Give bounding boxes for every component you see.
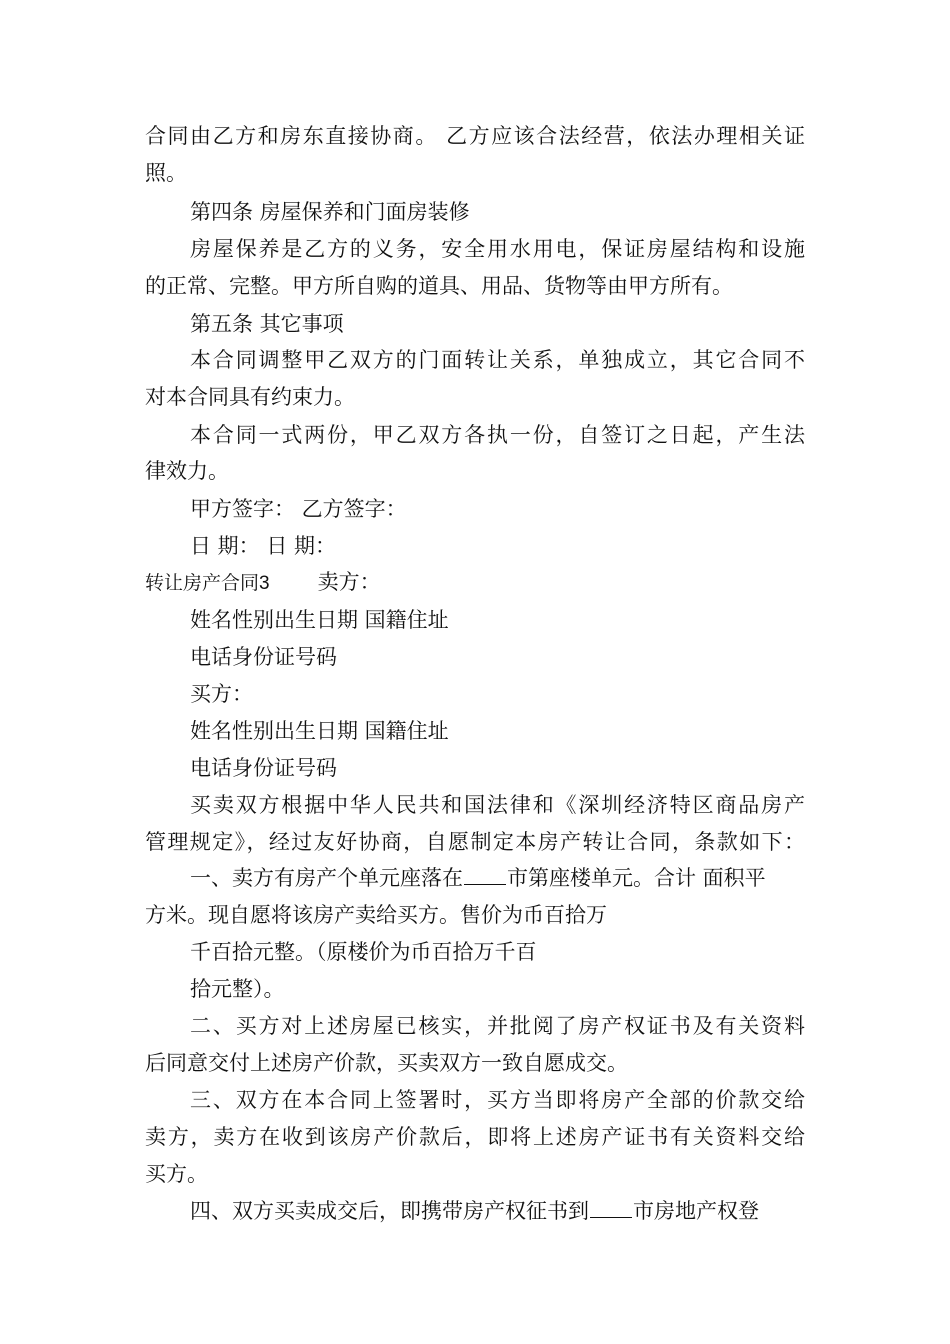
fill-blank xyxy=(464,866,506,885)
paragraph-line: 卖方，卖方在收到该房产价款后，即将上述房产证书有关资料交给 xyxy=(145,1125,805,1149)
paragraph-line: 买卖双方根据中华人民共和国法律和《深圳经济特区商品房产 xyxy=(190,793,805,817)
signature-line: 甲方签字： 乙方签字： xyxy=(190,497,407,521)
paragraph-line: 后同意交付上述房产价款，买卖双方一致自愿成交。 xyxy=(145,1051,628,1075)
buyer-fields: 姓名性别出生日期 国籍住址 xyxy=(190,719,449,743)
paragraph-line: 买方。 xyxy=(145,1162,208,1186)
paragraph-line: 管理规定》，经过友好协商，自愿制定本房产转让合同，条款如下： xyxy=(145,830,805,854)
seller-fields: 姓名性别出生日期 国籍住址 xyxy=(190,608,449,632)
paragraph-line: 律效力。 xyxy=(145,459,229,483)
clause-text: 市房地产权登 xyxy=(633,1199,759,1223)
buyer-fields: 电话身份证号码 xyxy=(190,756,337,780)
paragraph-line: 合同由乙方和房东直接协商。 乙方应该合法经营，依法办理相关证 xyxy=(145,124,805,148)
paragraph-line: 二、买方对上述房屋已核实，并批阅了房产权证书及有关资料 xyxy=(190,1014,805,1038)
seller-fields: 电话身份证号码 xyxy=(190,645,337,669)
paragraph-line: 千百拾元整。（原楼价为币百拾万千百 xyxy=(190,940,537,964)
seller-label: 卖方： xyxy=(317,570,381,594)
section-heading: 第五条 其它事项 xyxy=(190,312,344,336)
paragraph-line: 三、双方在本合同上签署时，买方当即将房产全部的价款交给 xyxy=(190,1088,805,1112)
paragraph-line: 本合同一式两份，甲乙双方各执一份，自签订之日起，产生法 xyxy=(190,423,805,447)
paragraph-line: 方米。现自愿将该房产卖给买方。售价为币百拾万 xyxy=(145,903,607,927)
section-heading: 第四条 房屋保养和门面房装修 xyxy=(190,200,470,224)
clause-text: 市第座楼单元。合计 面积平 xyxy=(507,866,766,890)
paragraph-line: 本合同调整甲乙双方的门面转让关系，单独成立，其它合同不 xyxy=(190,348,805,372)
paragraph-line: 拾元整）。 xyxy=(190,977,285,1001)
paragraph-line: 照。 xyxy=(145,161,187,185)
clause-line xyxy=(190,864,766,892)
fill-blank xyxy=(590,1199,632,1218)
clause-line xyxy=(190,1197,759,1225)
date-line: 日 期： 日 期： xyxy=(190,534,337,558)
contract-title: 转让房产合同3 xyxy=(145,573,270,594)
contract-title-line xyxy=(145,568,381,598)
paragraph-line: 的正常、完整。甲方所自购的道具、用品、货物等由甲方所有。 xyxy=(145,274,733,298)
clause-text: 四、双方买卖成交后，即携带房产权征书到 xyxy=(190,1199,589,1223)
buyer-label: 买方： xyxy=(190,682,253,706)
paragraph-line: 房屋保养是乙方的义务，安全用水用电，保证房屋结构和设施 xyxy=(190,237,805,261)
clause-text: 一、卖方有房产个单元座落在 xyxy=(190,866,463,890)
paragraph-line: 对本合同具有约束力。 xyxy=(145,385,355,409)
